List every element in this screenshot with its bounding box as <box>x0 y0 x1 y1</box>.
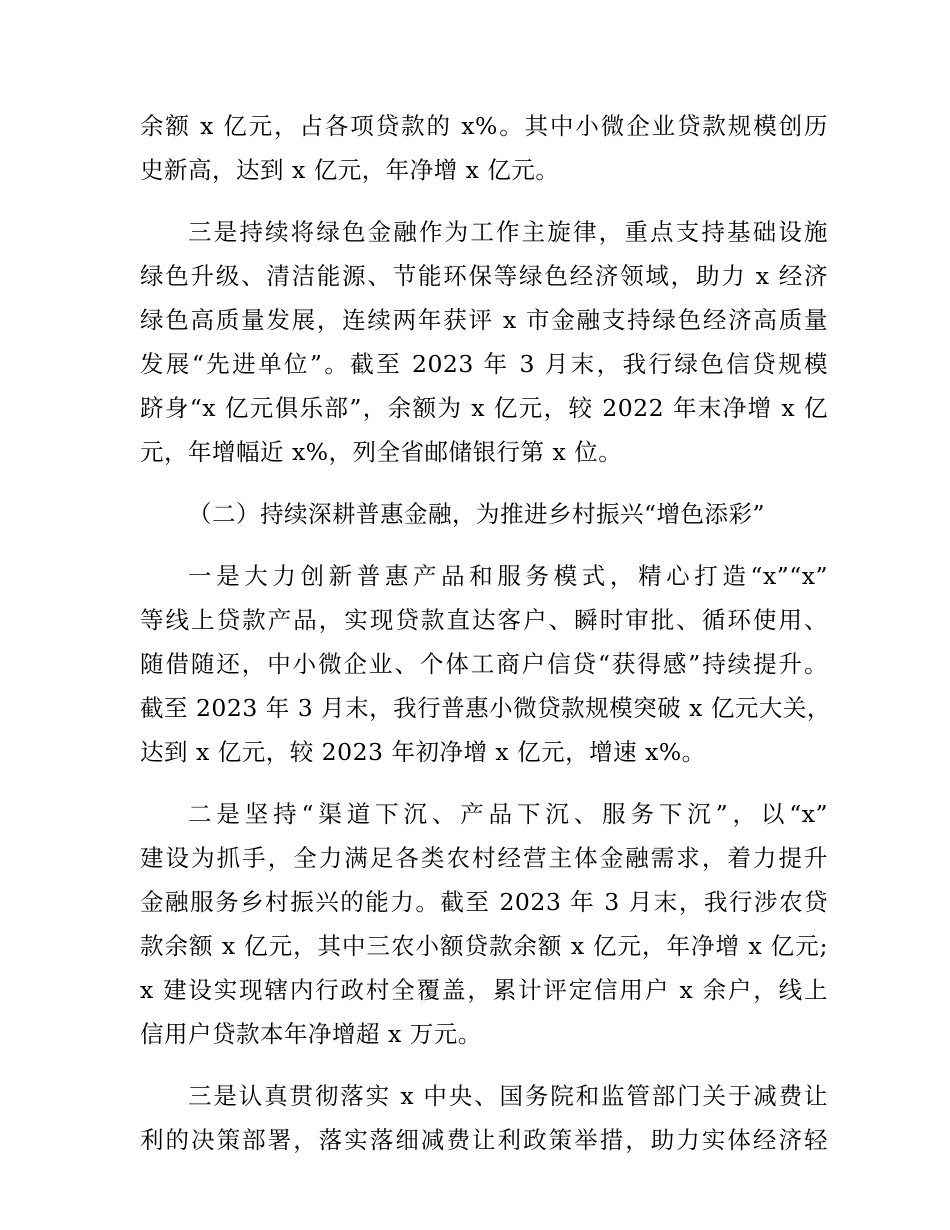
text-line: 截至 2023 年 3 月末，我行普惠小微贷款规模突破 x 亿元大关， <box>140 694 831 722</box>
text-line: 绿色升级、清洁能源、节能环保等绿色经济领域，助力 x 经济 <box>140 262 828 290</box>
paragraph-fee-reduction <box>140 1074 828 1162</box>
text-line: 随借随还，中小微企业、个体工商户信贷“获得感”持续提升。 <box>140 650 828 678</box>
paragraph-green-finance <box>140 210 828 474</box>
text-line: 信用户贷款本年净增超 x 万元。 <box>140 1020 482 1048</box>
paragraph-loan-balance <box>140 104 828 192</box>
text-line: 金融服务乡村振兴的能力。截至 2023 年 3 月末，我行涉农贷 <box>140 888 828 916</box>
text-line: 元，年增幅近 x%，列全省邮储银行第 x 位。 <box>140 438 623 466</box>
text-line: 建设为抓手，全力满足各类农村经营主体金融需求，着力提升 <box>140 844 828 872</box>
text-line: 史新高，达到 x 亿元，年净增 x 亿元。 <box>140 156 560 184</box>
paragraph-inclusive-products <box>140 554 831 774</box>
document-body <box>140 104 831 1162</box>
text-line: 绿色高质量发展，连续两年获评 x 市金融支持绿色经济高质量 <box>140 306 828 334</box>
paragraph-rural-revitalization <box>140 792 828 1056</box>
text-line: 等线上贷款产品，实现贷款直达客户、瞬时审批、循环使用、 <box>140 606 828 634</box>
text-line: 二是坚持“渠道下沉、产品下沉、服务下沉”，以“x” <box>188 800 828 828</box>
text-line: 发展“先进单位”。截至 2023 年 3 月末，我行绿色信贷规模 <box>140 350 828 378</box>
text-line: 款余额 x 亿元，其中三农小额贷款余额 x 亿元，年净增 x 亿元; <box>140 932 828 960</box>
text-line: 余额 x 亿元，占各项贷款的 x%。其中小微企业贷款规模创历 <box>140 112 828 140</box>
text-line: 跻身“x 亿元俱乐部”，余额为 x 亿元，较 2022 年末净增 x 亿 <box>140 394 828 422</box>
section-heading <box>140 492 828 536</box>
text-line: 利的决策部署，落实落细减费让利政策举措，助力实体经济轻 <box>140 1126 828 1154</box>
text-line: 三是持续将绿色金融作为工作主旋律，重点支持基础设施 <box>188 218 828 246</box>
text-line: 三是认真贯彻落实 x 中央、国务院和监管部门关于减费让 <box>188 1082 828 1110</box>
text-line: 一是大力创新普惠产品和服务模式，精心打造“x”“x” <box>188 562 828 590</box>
text-line: 达到 x 亿元，较 2023 年初净增 x 亿元，增速 x%。 <box>140 738 706 766</box>
text-line: x 建设实现辖内行政村全覆盖，累计评定信用户 x 余户，线上 <box>140 976 828 1004</box>
section-heading-text: （二）持续深耕普惠金融，为推进乡村振兴“增色添彩” <box>188 500 766 528</box>
